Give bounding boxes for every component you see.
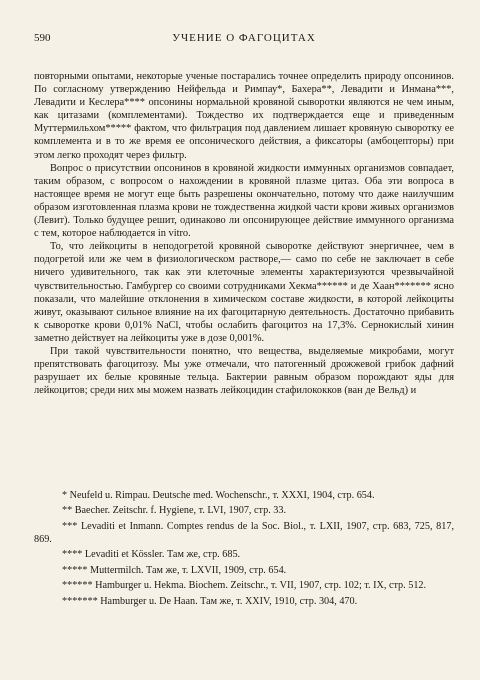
paragraph: повторными опытами, некоторые ученые постарались точнее определить природу опсонинов. По согласному утверждению Нейфельда и Римпау*, Бахера**, Левадити и Инмана***, Левадити и Кеслера**** опсонины нормальной кровяной сыворотки являются не чем иным, как цитазами (комплементами). Тождество их подтверждается еще и приведенным Муттермильхом***** фактом, что фильтрация под давлением лишает кровяную сыворотку ее комплемента и в то же время ее опсонического действия, а фиксаторы (амбоцепторы) при этом легко проходят через фильтр. [34, 71, 454, 161]
page-header [34, 32, 454, 48]
footnote: * Neufeld u. Rimpau. Deutsche med. Wochenschr., т. XXXI, 1904, стр. 654. [62, 490, 375, 501]
paragraph: Вопрос о присутствии опсонинов в кровяной жидкости иммунных организмов совпадает, таким образом, с вопросом о нахождении в кровяной плазме цитаз. Оба эти вопроса в настоящее время не могут еще быть разрешены окончательно, потому что даже наилучшим образом изготовленная плазма крови не тождественна жидкой части крови живых организмов (Левит). Только будущее решит, одинаково ли опсонирующее действие иммунного организма с тем, которое наблюдается in vitro. [34, 162, 454, 240]
footnote: ***** Muttermilch. Там же, т. LXVII, 1909, стр. 654. [62, 564, 287, 576]
paragraph: При такой чувствительности понятно, что вещества, выделяемые микробами, могут препятствовать фагоцитозу. Мы уже отмечали, что патогенный дрожжевой грибок дафний разрушает их белые кровяные тельца. Бактерии равным образом порождают яды для лейкоцитов; среди них мы можем назвать лейкоцидин стафилококков (ван де Вельд) и [34, 345, 454, 397]
footnote: *** Levaditi et Inmann. Comptes rendus de la Soc. Biol., т. LXII, 1907, стр. 683, 725, 817, 869. [34, 520, 454, 545]
main-text [34, 70, 454, 397]
running-title: УЧЕНИЕ О ФАГОЦИТАХ [172, 32, 316, 44]
footnote: **** Levaditi et Kössler. Там же, стр. 685. [62, 549, 241, 561]
footnotes [34, 489, 454, 610]
page-number: 590 [34, 32, 51, 44]
footnote: ******* Hamburger u. De Haan. Там же, т. XXIV, 1910, стр. 304, 470. [62, 595, 358, 607]
paragraph: То, что лейкоциты в неподогретой кровяной сыворотке действуют энергичнее, чем в подогретой или же чем в физиологическом растворе,— само по себе не заключает в себе ничего удивительного, так как эти клеточные элементы характеризуются чрезвычайной чувствительностью. Гамбургер со своими сотрудниками Хекма****** и де Хаан******* ясно показали, что малейшие отклонения в химическом составе жидкости, в которой лейкоциты живут, оказывают сильное влияние на их фагоцитарную деятельность. Достаточно прибавить к сыворотке крови 0,01% NaCl, чтобы ослабить фагоцитоз на 17,3%. Сернокислый хинин заметно действует на лейкоциты уже в дозе 0,001%. [34, 241, 454, 344]
footnote: ****** Hamburger u. Hekma. Biochem. Zeitschr., т. VII, 1907, стр. 102; т. IX, стр. 512. [62, 580, 427, 592]
footnote: ** Baecher. Zeitschr. f. Hygiene, т. LVI, 1907, стр. 33. [62, 505, 287, 517]
